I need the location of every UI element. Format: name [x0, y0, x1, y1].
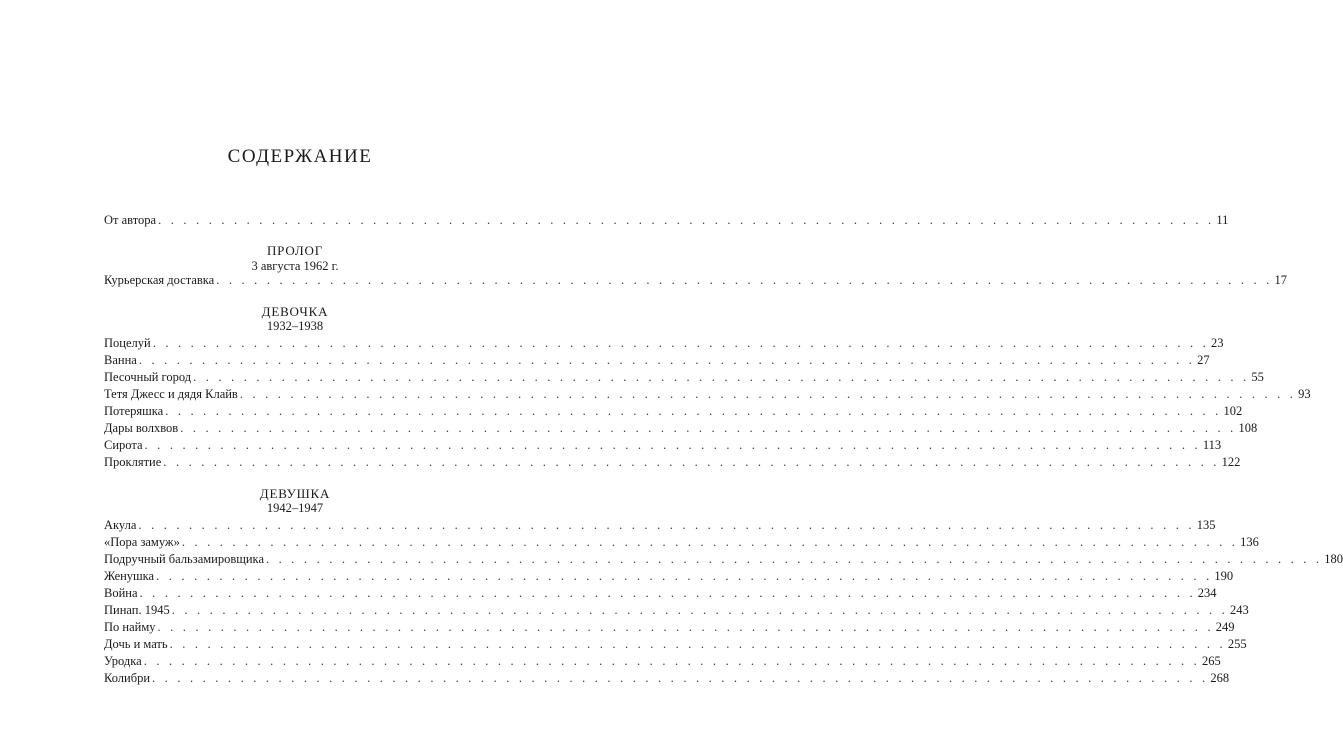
toc-entry-page: 249 [1215, 620, 1235, 634]
toc-entry[interactable] [104, 272, 1287, 289]
toc-entry[interactable] [104, 352, 1210, 369]
toc-entry[interactable] [104, 212, 1229, 229]
toc-entry[interactable] [104, 420, 1258, 437]
dot-leader: . . . . . . . . . . . . . . . . . . . . . . . . . . . . . . . . . . . . . . . . . . . . . . . . . . . . . . . . . . . . . . . . . . . . . . . . . . . . . . . . . . . . [152, 671, 1209, 685]
section-heading-prologue: ПРОЛОГ [266, 243, 324, 258]
toc-entry-page: 93 [1298, 387, 1311, 401]
dot-leader: . . . . . . . . . . . . . . . . . . . . . . . . . . . . . . . . . . . . . . . . . . . . . . . . . . . . . . . . . . . . . . . . . . . . . . . . . . . . . . . . . . . . [165, 404, 1222, 418]
page-title: СОДЕРЖАНИЕ [227, 146, 373, 167]
toc-entry[interactable] [104, 454, 1241, 471]
dot-leader: . . . . . . . . . . . . . . . . . . . . . . . . . . . . . . . . . . . . . . . . . . . . . . . . . . . . . . . . . . . . . . . . . . . . . . . . . . . . . . . . . . . . [156, 569, 1213, 583]
toc-entry-page: 102 [1223, 404, 1243, 418]
dot-leader: . . . . . . . . . . . . . . . . . . . . . . . . . . . . . . . . . . . . . . . . . . . . . . . . . . . . . . . . . . . . . . . . . . . . . . . . . . . . . . . . . . . . [157, 620, 1214, 634]
toc-entry[interactable] [104, 335, 1224, 352]
dot-leader: . . . . . . . . . . . . . . . . . . . . . . . . . . . . . . . . . . . . . . . . . . . . . . . . . . . . . . . . . . . . . . . . . . . . . . . . . . . . . . . . . . . . [138, 518, 1195, 532]
dot-leader: . . . . . . . . . . . . . . . . . . . . . . . . . . . . . . . . . . . . . . . . . . . . . . . . . . . . . . . . . . . . . . . . . . . . . . . . . . . . . . . . . . . . [193, 370, 1250, 384]
toc-entry-page: 190 [1214, 569, 1234, 583]
toc-entry-page: 265 [1201, 654, 1221, 668]
toc-entry-title: Женушка [104, 569, 155, 583]
toc-entry-title: «Пора замуж» [104, 535, 180, 549]
toc-entry[interactable] [104, 403, 1243, 420]
dot-leader: . . . . . . . . . . . . . . . . . . . . . . . . . . . . . . . . . . . . . . . . . . . . . . . . . . . . . . . . . . . . . . . . . . . . . . . . . . . . . . . . . . . . [180, 421, 1237, 435]
dot-leader: . . . . . . . . . . . . . . . . . . . . . . . . . . . . . . . . . . . . . . . . . . . . . . . . . . . . . . . . . . . . . . . . . . . . . . . . . . . . . . . . . . . . [266, 552, 1323, 566]
toc-entry[interactable] [104, 619, 1235, 636]
dot-leader: . . . . . . . . . . . . . . . . . . . . . . . . . . . . . . . . . . . . . . . . . . . . . . . . . . . . . . . . . . . . . . . . . . . . . . . . . . . . . . . . . . . . [158, 213, 1215, 227]
toc-entry[interactable] [104, 602, 1249, 619]
toc-entry-title: Ванна [104, 353, 137, 367]
toc-entry-title: Дочь и мать [104, 637, 168, 651]
toc-entry-title: Песочный город [104, 370, 192, 384]
toc-entry[interactable] [104, 437, 1222, 454]
dot-leader: . . . . . . . . . . . . . . . . . . . . . . . . . . . . . . . . . . . . . . . . . . . . . . . . . . . . . . . . . . . . . . . . . . . . . . . . . . . . . . . . . . . . [139, 586, 1196, 600]
toc-entry[interactable] [104, 369, 1264, 386]
dot-leader: . . . . . . . . . . . . . . . . . . . . . . . . . . . . . . . . . . . . . . . . . . . . . . . . . . . . . . . . . . . . . . . . . . . . . . . . . . . . . . . . . . . . [152, 336, 1209, 350]
toc-entry[interactable] [104, 386, 1311, 403]
toc-entry-title: Колибри [104, 671, 151, 685]
toc-entry[interactable] [104, 534, 1259, 551]
section-date-prologue: 3 августа 1962 г. [251, 259, 339, 273]
toc-entry-title: Поцелуй [104, 336, 151, 350]
toc-entry-title: Курьерская доставка [104, 273, 215, 287]
toc-entry-page: 122 [1221, 455, 1241, 469]
toc-entry-page: 255 [1227, 637, 1247, 651]
toc-entry-page: 113 [1202, 438, 1222, 452]
dot-leader: . . . . . . . . . . . . . . . . . . . . . . . . . . . . . . . . . . . . . . . . . . . . . . . . . . . . . . . . . . . . . . . . . . . . . . . . . . . . . . . . . . . . [138, 353, 1196, 367]
dot-leader: . . . . . . . . . . . . . . . . . . . . . . . . . . . . . . . . . . . . . . . . . . . . . . . . . . . . . . . . . . . . . . . . . . . . . . . . . . . . . . . . . . . . [181, 535, 1239, 549]
toc-entry-page: 17 [1274, 273, 1287, 287]
toc-entry-title: От автора [104, 213, 157, 227]
toc-entry-page: 180 [1324, 552, 1343, 566]
section-years-part1: 1932–1938 [266, 319, 324, 333]
toc-entry-title: Пинап. 1945 [104, 603, 170, 617]
toc-entry-title: Акула [104, 518, 137, 532]
dot-leader: . . . . . . . . . . . . . . . . . . . . . . . . . . . . . . . . . . . . . . . . . . . . . . . . . . . . . . . . . . . . . . . . . . . . . . . . . . . . . . . . . . . . [144, 438, 1201, 452]
toc-entry-page: 108 [1238, 421, 1258, 435]
toc-entry-title: Проклятие [104, 455, 162, 469]
dot-leader: . . . . . . . . . . . . . . . . . . . . . . . . . . . . . . . . . . . . . . . . . . . . . . . . . . . . . . . . . . . . . . . . . . . . . . . . . . . . . . . . . . . . [216, 273, 1273, 287]
toc-entry-page: 135 [1196, 518, 1216, 532]
toc-entry[interactable] [104, 636, 1247, 653]
toc-entry-title: Подручный бальзамировщика [104, 552, 264, 566]
toc-entry-title: Потеряшка [104, 404, 164, 418]
section-years-part2: 1942–1947 [266, 501, 324, 515]
toc-entry[interactable] [104, 653, 1221, 670]
toc-entry[interactable] [104, 670, 1230, 687]
toc-entry-page: 268 [1210, 671, 1230, 685]
dot-leader: . . . . . . . . . . . . . . . . . . . . . . . . . . . . . . . . . . . . . . . . . . . . . . . . . . . . . . . . . . . . . . . . . . . . . . . . . . . . . . . . . . . . [169, 637, 1226, 651]
toc-entry[interactable] [104, 551, 1343, 568]
dot-leader: . . . . . . . . . . . . . . . . . . . . . . . . . . . . . . . . . . . . . . . . . . . . . . . . . . . . . . . . . . . . . . . . . . . . . . . . . . . . . . . . . . . . [143, 654, 1200, 668]
toc-entry[interactable] [104, 568, 1234, 585]
toc-entry[interactable] [104, 585, 1217, 602]
dot-leader: . . . . . . . . . . . . . . . . . . . . . . . . . . . . . . . . . . . . . . . . . . . . . . . . . . . . . . . . . . . . . . . . . . . . . . . . . . . . . . . . . . . . [163, 455, 1220, 469]
toc-entry-title: Тетя Джесс и дядя Клайв [104, 387, 238, 401]
dot-leader: . . . . . . . . . . . . . . . . . . . . . . . . . . . . . . . . . . . . . . . . . . . . . . . . . . . . . . . . . . . . . . . . . . . . . . . . . . . . . . . . . . . . [239, 387, 1297, 401]
toc-entry-page: 243 [1230, 603, 1249, 617]
section-heading-part1: ДЕВОЧКА [261, 304, 329, 319]
toc-entry-page: 234 [1197, 586, 1217, 600]
toc-entry-title: Уродка [104, 654, 142, 668]
section-heading-part2: ДЕВУШКА [259, 486, 331, 501]
toc-entry-title: Война [104, 586, 138, 600]
toc-entry-page: 55 [1251, 370, 1264, 384]
toc-entry-title: Дары волхвов [104, 421, 179, 435]
toc-entry-title: По найму [104, 620, 156, 634]
toc-entry[interactable] [104, 517, 1216, 534]
toc-entry-page: 11 [1216, 213, 1229, 227]
toc-entry-page: 136 [1240, 535, 1259, 549]
dot-leader: . . . . . . . . . . . . . . . . . . . . . . . . . . . . . . . . . . . . . . . . . . . . . . . . . . . . . . . . . . . . . . . . . . . . . . . . . . . . . . . . . . . . [171, 603, 1229, 617]
toc-entry-title: Сирота [104, 438, 143, 452]
toc-entry-page: 27 [1197, 353, 1210, 367]
toc-entry-page: 23 [1210, 336, 1224, 350]
